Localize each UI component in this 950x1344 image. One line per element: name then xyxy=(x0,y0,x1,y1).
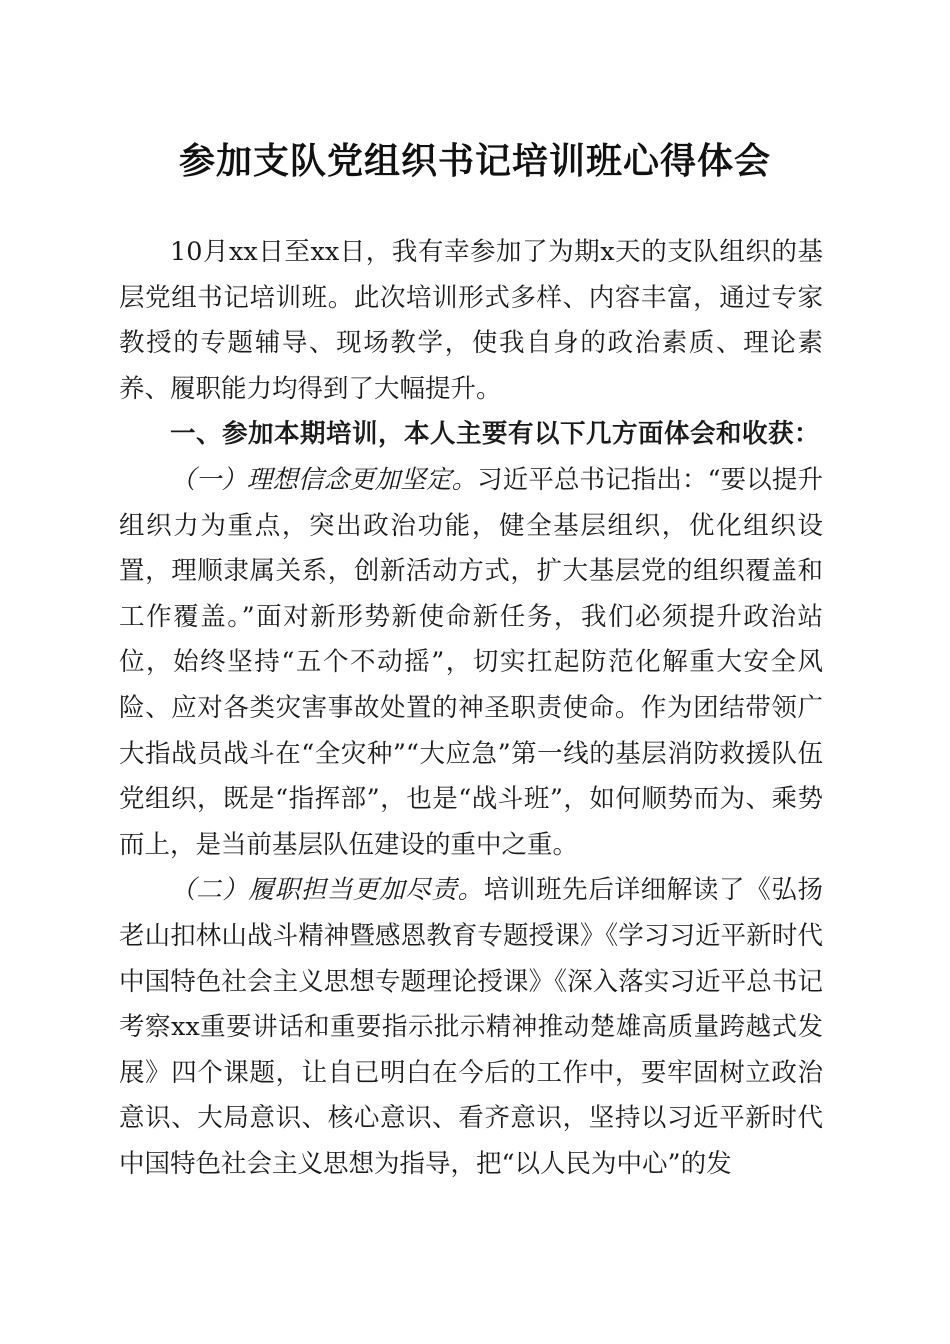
document-body xyxy=(119,230,823,1187)
intro-paragraph: 10月xx日至xx日，我有幸参加了为期x天的支队组织的基层党组书记培训班。此次培训形式多样、内容丰富，通过专家教授的专题辅导、现场教学，使我自身的政治素质、理论素养、履职能力均得到了大幅提升。 xyxy=(119,237,823,404)
section-2-lead: （二）履职担当更加尽责。 xyxy=(170,875,484,906)
section-1-lead: （一）理想信念更加坚定。 xyxy=(170,464,478,495)
section-heading: 一、参加本期培训，本人主要有以下几方面体会和收获： xyxy=(170,419,821,450)
section-1-paragraph xyxy=(119,458,823,868)
section-1-text: 习近平总书记指出：“要以提升组织力为重点，突出政治功能，健全基层组织，优化组织设置，理顺隶属关系，创新活动方式，扩大基层党的组织覆盖和工作覆盖。”面对新形势新使命新任务，我们必须提升政治站位，始终坚持“五个不动摇”，切实扛起防范化解重大安全风险、应对各类灾害事故处置的神圣职责使命。作为团结带领广大指战员战斗在“全灾种”“大应急”第一线的基层消防救援队伍党组织，既是“指挥部”，也是“战斗班”，如何顺势而为、乘势而上，是当前基层队伍建设的重中之重。 xyxy=(119,464,823,860)
section-2-paragraph xyxy=(119,868,823,1187)
section-2-text: 培训班先后详细解读了《弘扬老山扣林山战斗精神暨感恩教育专题授课》《学习习近平新时代中国特色社会主义思想专题理论授课》《深入落实习近平总书记考察xx重要讲话和重要指示批示精神推动楚雄高质量跨越式发展》四个课题，让自已明白在今后的工作中，要牢固树立政治意识、大局意识、核心意识、看齐意识，坚持以习近平新时代中国特色社会主义思想为指导，把“以人民为中心”的发 xyxy=(119,875,823,1179)
document-title: 参加支队党组织书记培训班心得体会 xyxy=(178,140,771,182)
